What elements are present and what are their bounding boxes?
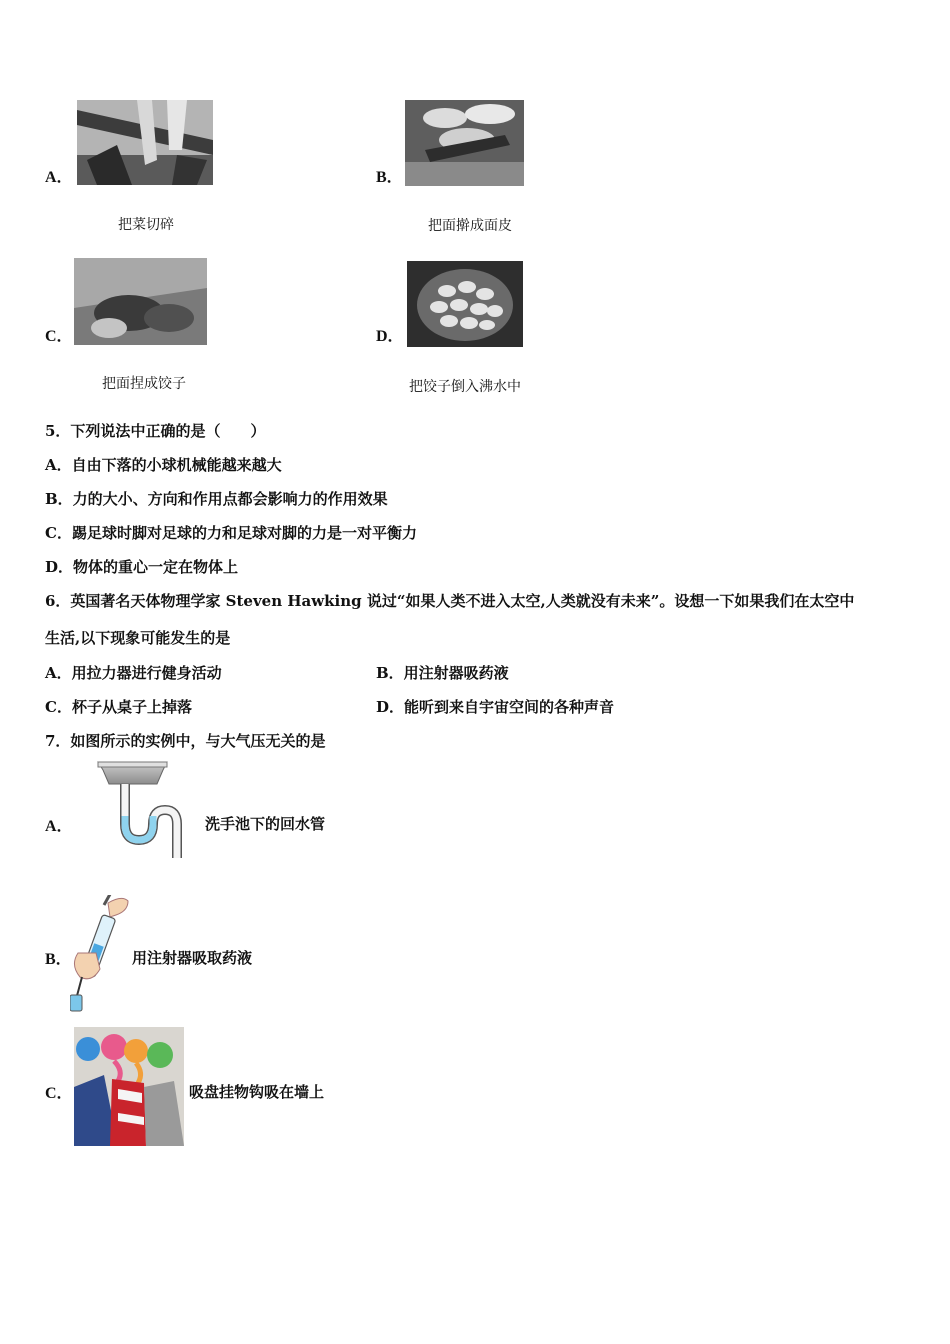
q7-option-b-label: B． (45, 951, 72, 968)
q6-option-a: A．用拉力器进行健身活动 (45, 664, 222, 682)
rolling-dough-image (405, 100, 524, 186)
q4-option-a-caption: 把菜切碎 (118, 217, 174, 233)
chopping-vegetables-image (77, 100, 213, 185)
q4-option-b-caption: 把面擀成面皮 (428, 218, 512, 234)
q6-option-d: D．能听到来自宇宙空间的各种声音 (376, 698, 615, 716)
sink-trap-pipe-image (95, 760, 185, 860)
making-dumplings-image (74, 258, 207, 345)
q6-option-c: C．杯子从桌子上掉落 (45, 698, 192, 716)
q6-stem-line1: 6．英国著名天体物理学家 Steven Hawking 说过“如果人类不进入太空,人类就没有未来”。设想一下如果我们在太空中 (45, 592, 855, 610)
q7-stem: 7．如图所示的实例中，与大气压无关的是 (45, 732, 326, 750)
q7-option-b-caption: 用注射器吸取药液 (132, 949, 253, 967)
q7-option-a-caption: 洗手池下的回水管 (205, 815, 326, 833)
syringe-hand-image (70, 895, 130, 1013)
q4-option-d-label: D． (376, 328, 404, 345)
q6-option-b: B．用注射器吸药液 (376, 664, 509, 682)
q5-option-c: C．踢足球时脚对足球的力和足球对脚的力是一对平衡力 (45, 524, 417, 542)
q7-option-c-label: C． (45, 1085, 73, 1102)
q5-option-a: A．自由下落的小球机械能越来越大 (45, 456, 282, 474)
suction-hook-image (74, 1027, 184, 1146)
q5-option-b: B．力的大小、方向和作用点都会影响力的作用效果 (45, 490, 388, 508)
q4-option-b-label: B． (376, 169, 403, 186)
q5-option-d: D．物体的重心一定在物体上 (45, 558, 239, 576)
q7-option-a-label: A． (45, 818, 73, 835)
q4-option-c-caption: 把面捏成饺子 (102, 376, 186, 392)
q4-option-c-label: C． (45, 328, 73, 345)
q4-option-d-caption: 把饺子倒入沸水中 (409, 379, 521, 395)
q4-option-a-label: A． (45, 169, 73, 186)
q6-stem-line2: 生活,以下现象可能发生的是 (45, 629, 231, 647)
q7-option-c-caption: 吸盘挂物钩吸在墙上 (189, 1083, 325, 1101)
q5-stem: 5．下列说法中正确的是（ ） (45, 422, 266, 440)
dumplings-boiling-image (407, 261, 523, 347)
